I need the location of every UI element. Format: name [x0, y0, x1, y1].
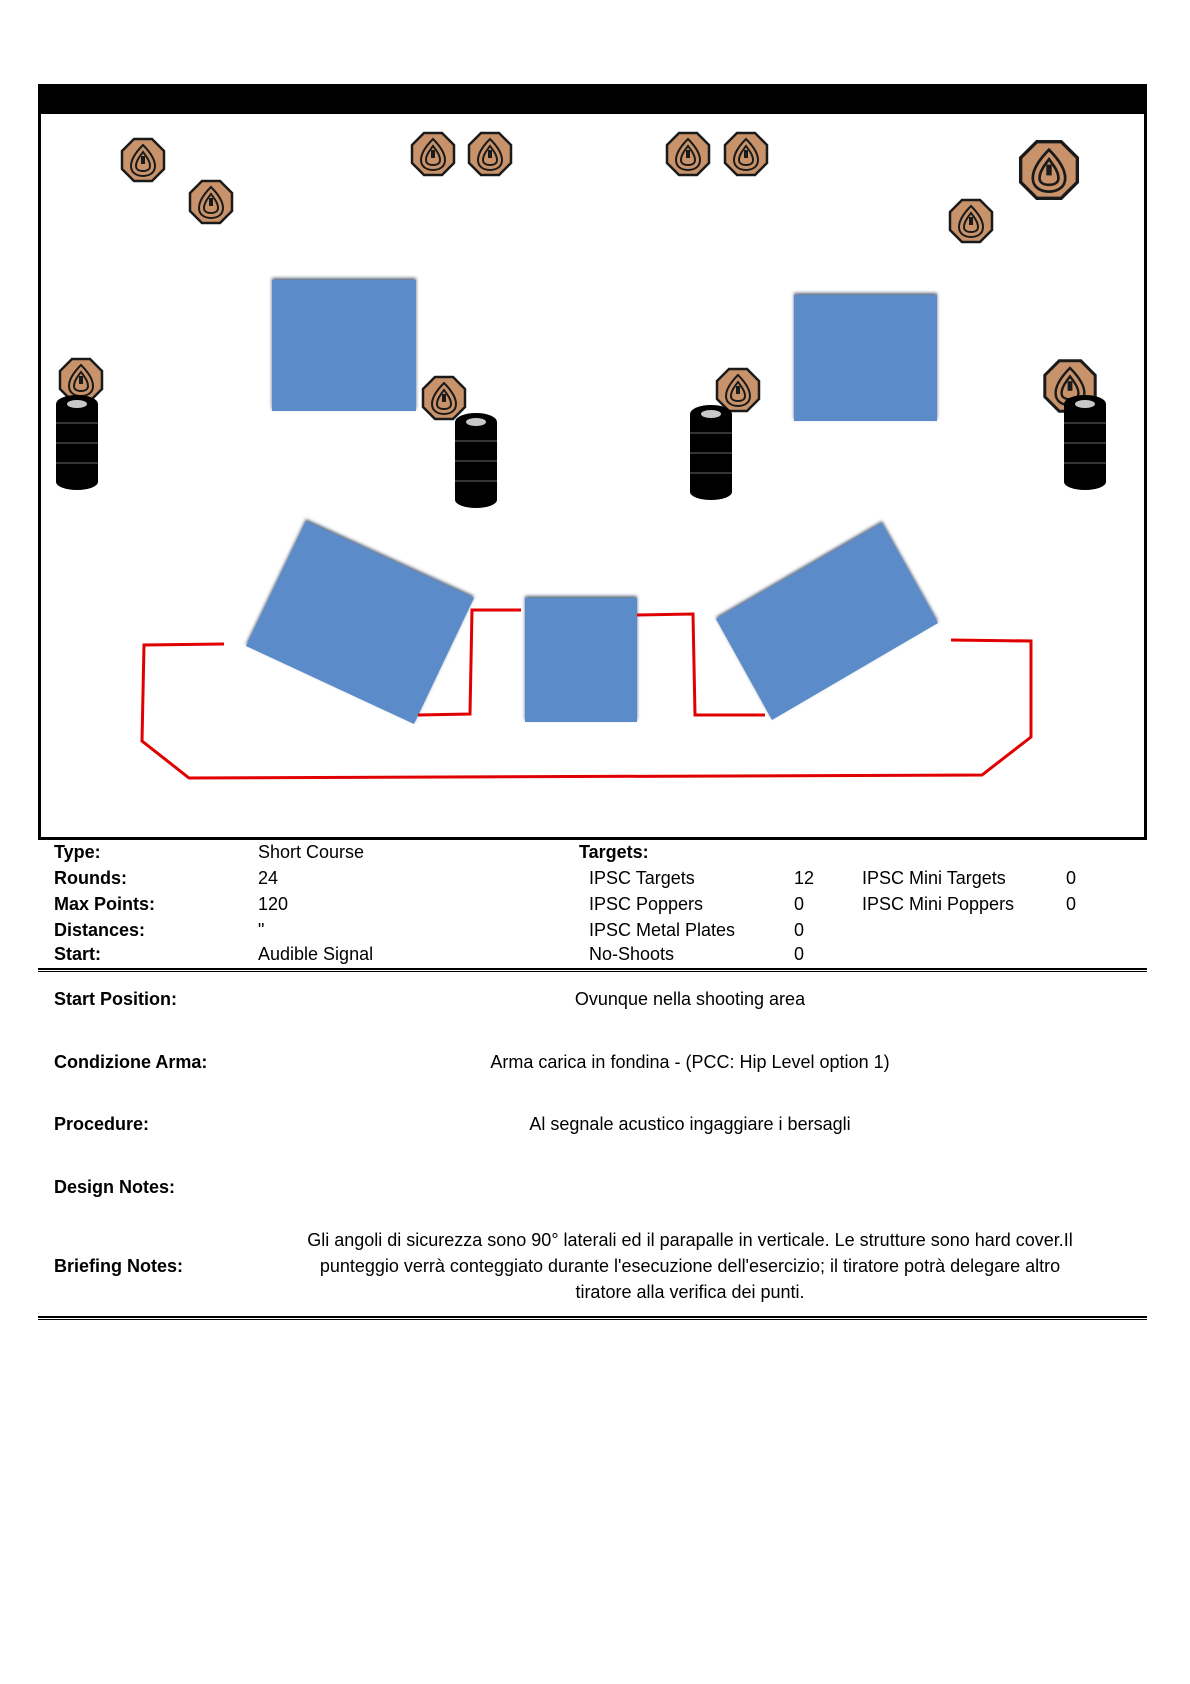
max-points-value: 120 [258, 894, 289, 914]
mini-target-name: IPSC Mini Targets [862, 868, 1006, 888]
ipsc-target-icon [423, 377, 465, 419]
ipsc-target-icon [469, 133, 511, 175]
target-type-count: 0 [794, 894, 805, 914]
briefing-notes-label: Briefing Notes: [54, 1256, 184, 1276]
stage-diagram-canvas [41, 114, 1144, 837]
briefing-line: punteggio verrà conteggiato durante l'esecuzione dell'esercizio; il tiratore potrà delegare altro [319, 1256, 1061, 1276]
target-type-name: IPSC Metal Plates [589, 920, 736, 940]
start-value: Audible Signal [258, 944, 374, 964]
ipsc-target-icon [412, 133, 454, 175]
distances-label: Distances: [54, 920, 146, 940]
wall-icon [525, 598, 637, 722]
targets-label: Targets: [579, 842, 649, 862]
divider [38, 1316, 1147, 1320]
briefing-notes-value [240, 1227, 1140, 1305]
mini-target-count: 0 [1066, 894, 1077, 914]
stage-diagram [38, 114, 1147, 840]
type-label: Type: [54, 842, 101, 862]
procedure-label: Procedure: [54, 1114, 150, 1134]
target-type-name: No-Shoots [589, 944, 675, 964]
wall-icon [794, 295, 937, 421]
type-value: Short Course [258, 842, 365, 862]
rounds-label: Rounds: [54, 868, 127, 888]
target-type-count: 0 [794, 920, 805, 940]
condizione-arma-label: Condizione Arma: [54, 1052, 208, 1072]
max-points-label: Max Points: [54, 894, 156, 914]
target-type-name: IPSC Poppers [589, 894, 704, 914]
ipsc-target-icon [950, 200, 992, 242]
divider [38, 968, 1147, 972]
stage-header-bar [38, 84, 1147, 114]
start-position-label: Start Position: [54, 989, 178, 1009]
target-type-count: 12 [794, 868, 815, 888]
ipsc-target-icon [190, 181, 232, 223]
procedure-value: Al segnale acustico ingaggiare i bersagli [529, 1114, 851, 1134]
wall-icon [716, 523, 938, 720]
distances-value: " [258, 920, 265, 940]
rounds-value: 24 [258, 868, 279, 888]
target-type-count: 0 [794, 944, 805, 964]
ipsc-target-icon [60, 359, 102, 401]
target-type-name: IPSC Targets [589, 868, 695, 888]
barrel-icon [56, 395, 98, 490]
ipsc-target-icon [667, 133, 709, 175]
wall-icon [246, 521, 474, 724]
barrel-icon [455, 413, 497, 508]
mini-target-name: IPSC Mini Poppers [862, 894, 1015, 914]
ipsc-target-icon [725, 133, 767, 175]
ipsc-target-icon [717, 369, 759, 411]
briefing-line: Gli angoli di sicurezza sono 90° laterali ed il parapalle in verticale. Le strutture sono hard cover.Il [307, 1230, 1073, 1250]
ipsc-target-icon [1021, 142, 1078, 199]
mini-target-count: 0 [1066, 868, 1077, 888]
barrel-icon [1064, 395, 1106, 490]
design-notes-label: Design Notes: [54, 1177, 176, 1197]
briefing-line: tiratore alla verifica dei punti. [575, 1282, 805, 1302]
start-position-value: Ovunque nella shooting area [574, 989, 806, 1009]
wall-icon [272, 280, 416, 411]
barrel-icon [690, 405, 732, 500]
start-label: Start: [54, 944, 102, 964]
condizione-arma-value: Arma carica in fondina - (PCC: Hip Level option 1) [490, 1052, 890, 1072]
ipsc-target-icon [122, 139, 164, 181]
